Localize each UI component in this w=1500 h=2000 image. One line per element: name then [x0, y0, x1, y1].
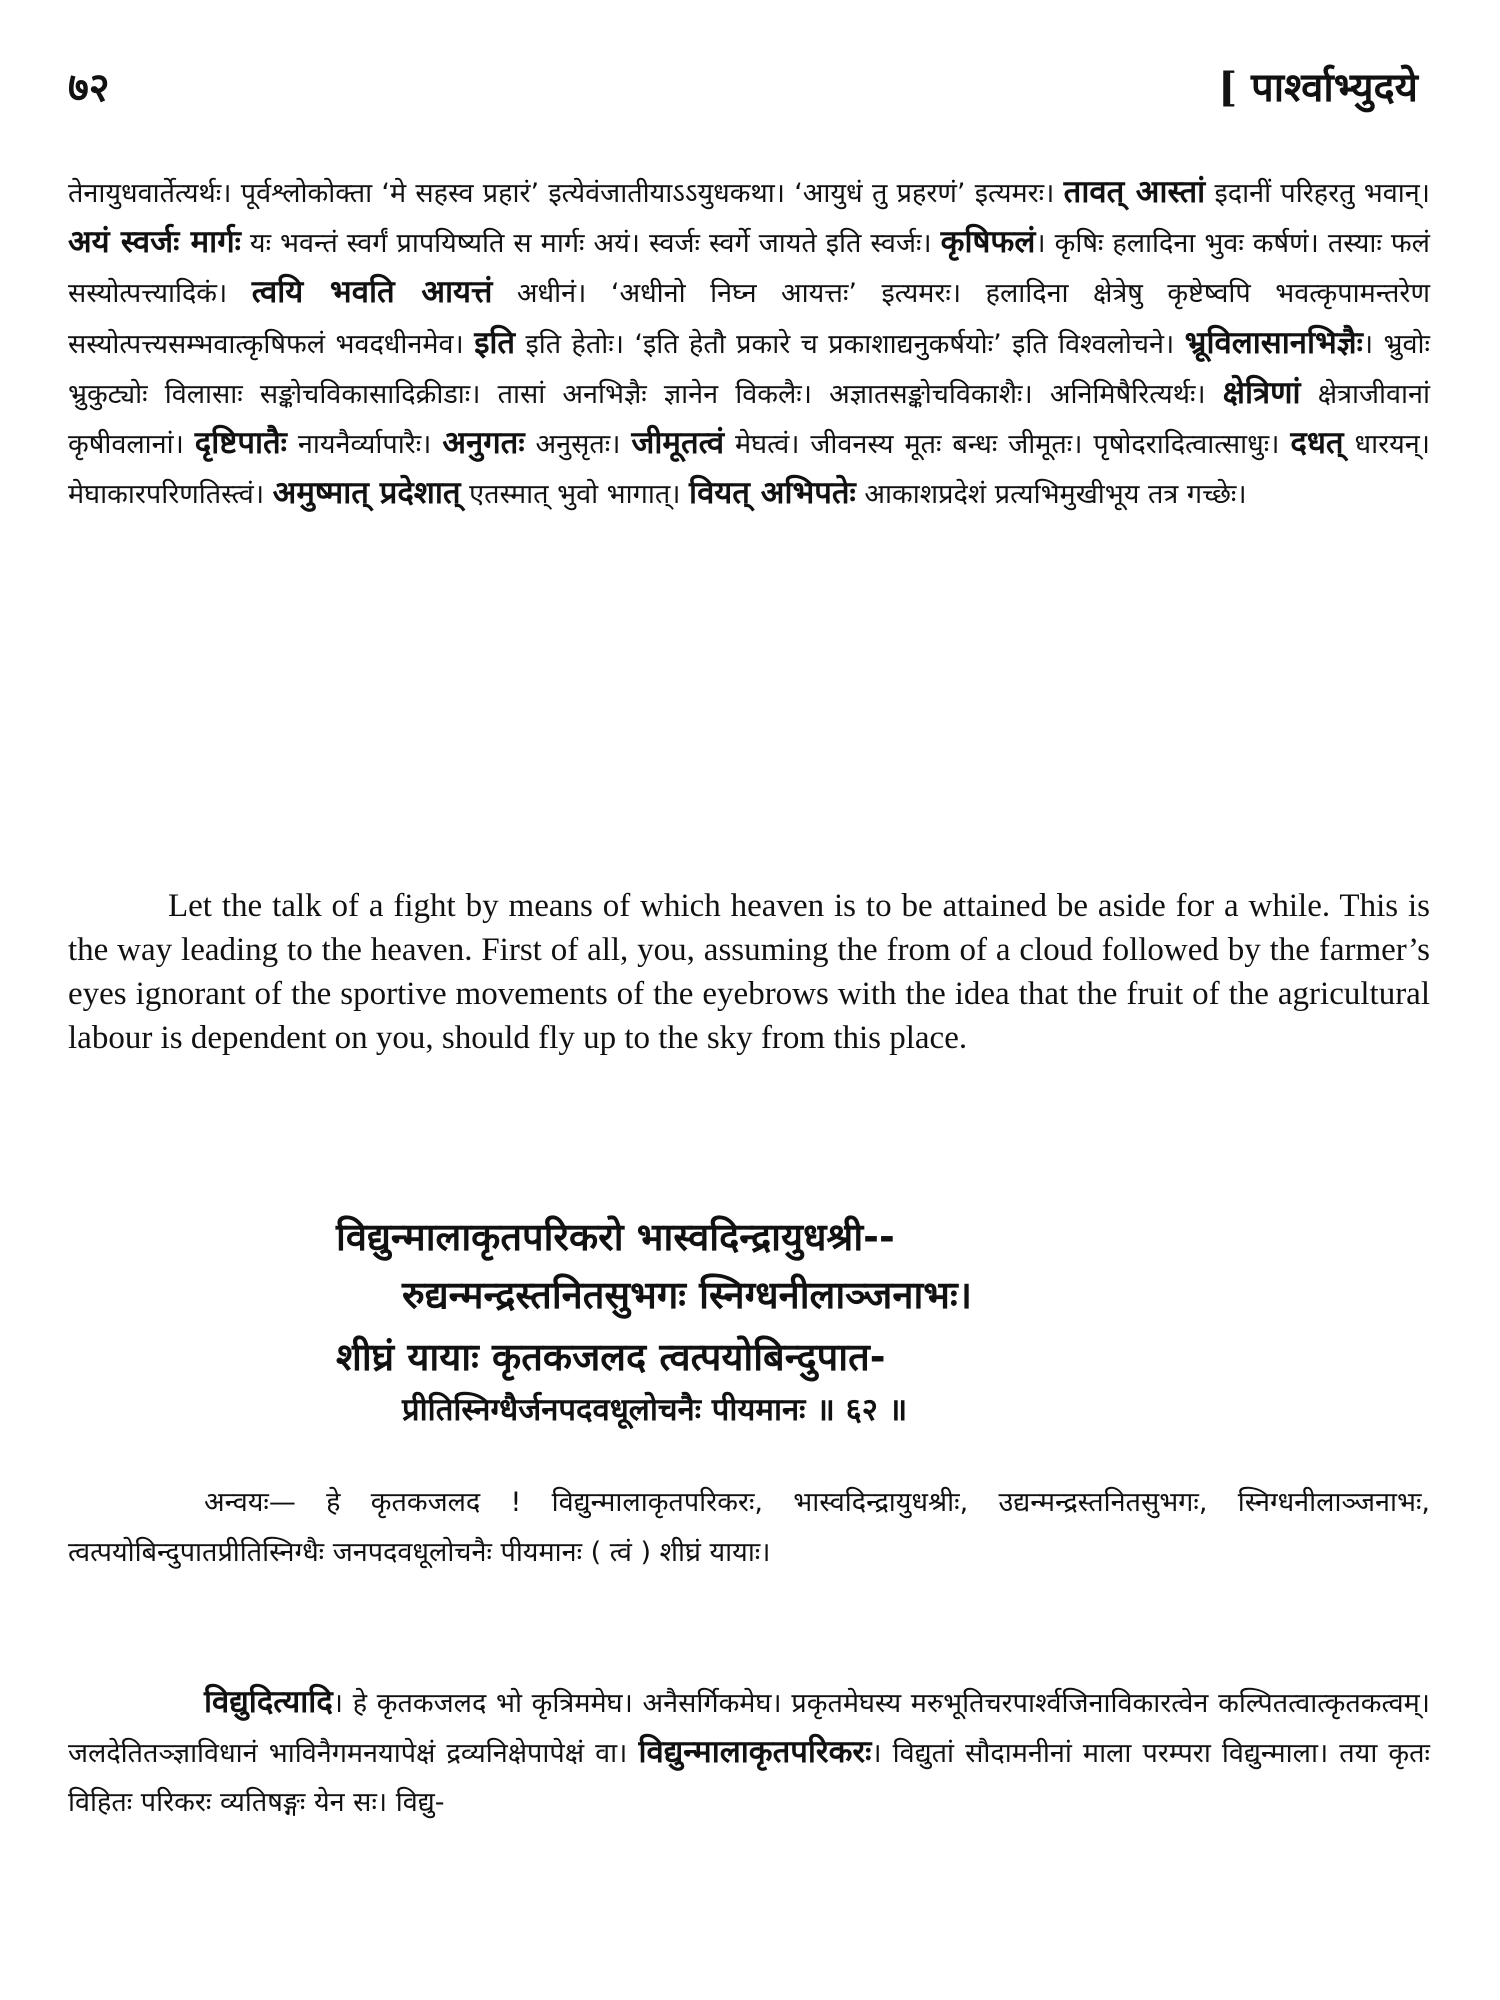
commentary-text: धारयन्। मेघाकारपरिणतिस्त्वं।	[68, 429, 1431, 511]
commentary-text: क्षेत्राजीवानां कृषीवलानां।	[68, 378, 1430, 461]
commentary-text: इदानीं परिहरतु भवान्।	[1205, 178, 1430, 209]
commentary-keyword: क्षेत्रिणां	[1222, 374, 1301, 411]
commentary-text: नायनैर्व्यापारैः।	[286, 429, 443, 461]
commentary-text: । भ्रुवोः भ्रुकुट्योः विलासाः सङ्कोचविकासादिक्रीडाः। तासां अनभिज्ञैः ज्ञानेन विकलैः। अज्ञातसङ्कोचविकाशैः। अनिमिषैरित्यर्थः।	[68, 328, 1430, 410]
commentary-text: अनुसृतः।	[524, 429, 632, 461]
commentary-text: तेनायुधवार्तेत्यर्थः। पूर्वश्लोकोक्ता ‘मे सहस्व प्रहारं’ इत्येवंजातीयाऽऽयुधकथा। ‘आयुधं तु प्रहरणं’ इत्यमरः।	[68, 178, 1064, 209]
commentary-text: आकाशप्रदेशं प्रत्यभिमुखीभूय तत्र गच्छेः।	[855, 479, 1247, 511]
page-number: ७२	[68, 64, 110, 111]
commentary-text: । कृषिः हलादिना भुवः कर्षणं। तस्याः फलं सस्योत्पत्त्यादिकं।	[68, 228, 1430, 310]
vyakhya-paragraph	[68, 1678, 1430, 1827]
commentary-keyword: अयं स्वर्जः मार्गः	[68, 224, 241, 261]
vyakhya-keyword: विद्युदित्यादि	[204, 1684, 333, 1720]
vyakhya-keyword: विद्युन्मालाकृतपरिकरः	[638, 1734, 872, 1770]
commentary-keyword: त्वयि भवति आयत्तं	[251, 274, 493, 311]
commentary-keyword: अनुगतः	[442, 425, 525, 462]
commentary-keyword: अमुष्मात् प्रदेशात्	[272, 475, 461, 512]
commentary-keyword: इति	[474, 324, 516, 361]
commentary-text: यः भवन्तं स्वर्गं प्रापयिष्यति स मार्गः अयं। स्वर्जः स्वर्गे जायते इति स्वर्जः।	[240, 228, 941, 260]
commentary-keyword: भ्रूविलासानभिज्ञैः	[1184, 324, 1363, 361]
english-translation: Let the talk of a fight by means of which heaven is to be attained be aside for a while. This is the way leading to the heaven. First of all, you, assuming the from of a cloud followed by the farmer’s eyes ignorant of the sportive movements of the eyebrows with the idea that the fruit of the agricultural labour is dependent on you, should fly up to the sky from this place.	[68, 888, 1430, 1056]
commentary-keyword: जीमूतत्वं	[631, 425, 725, 462]
verse-line-3: शीघ्रं यायाः कृतकजलद त्वत्पयोबिन्दुपात-	[336, 1335, 886, 1379]
commentary-keyword: दधत्	[1290, 425, 1344, 462]
verse-line-1: विद्युन्मालाकृतपरिकरो भास्वदिन्द्रायुधश्री--	[336, 1215, 895, 1259]
verse-line-2: रुद्यन्मन्द्रस्तनितसुभगः स्निग्धनीलाञ्जनाभः।	[402, 1273, 973, 1317]
commentary-keyword: वियत् अभिपतेः	[689, 475, 856, 512]
anvaya-paragraph: अन्वयः— हे कृतकजलद ! विद्युन्मालाकृतपरिकरः, भास्वदिन्द्रायुधश्रीः, उद्यन्मन्द्रस्तनितसुभगः, स्निग्धनीलाञ्जनाभः, त्वत्पयोबिन्दुपातप्रीतिस्निग्धैः जनपदवधूलोचनैः पीयमानः ( त्वं ) शीघ्रं यायाः।	[68, 1487, 1430, 1568]
commentary-keyword: दृष्टिपातैः	[194, 425, 287, 462]
commentary-keyword: तावत् आस्तां	[1063, 174, 1206, 210]
running-title: [ पार्श्वाभ्युदये	[1218, 64, 1418, 111]
vyakhya-text: । हे कृतकजलद भो कृत्रिममेघ। अनैसर्गिकमेघ। प्रकृतमेघस्य मरुभूतिचरपार्श्वजिनाविकारत्वेन कल्पितत्वात्कृतकत्वम्। जलदेतितञ्ज्ञाविधानं भाविनैगमनयापेक्षं द्रव्यनिक्षेपापेक्षं वा।	[68, 1688, 1430, 1769]
commentary-keyword: कृषिफलं	[940, 224, 1036, 261]
commentary-text: एतस्मात् भुवो भागात्।	[460, 479, 690, 511]
commentary-text: अधीनं। ‘अधीनो निघ्न आयत्तः’ इत्यमरः। हलादिना क्षेत्रेषु कृष्टेष्वपि भवत्कृपामन्तरेण सस्योत्पत्त्यसम्भवात्कृषिफलं भवदधीनमेव।	[68, 278, 1430, 360]
vyakhya-text: । विद्युतां सौदामनीनां माला परम्परा विद्युन्माला। तया कृतः विहितः परिकरः व्यतिषङ्गः येन सः। विद्यु-	[68, 1738, 1430, 1818]
sanskrit-commentary	[68, 168, 1430, 519]
verse-line-4: प्रीतिस्निग्धैर्जनपदवधूलोचनैः पीयमानः ॥ ६२ ॥	[402, 1392, 908, 1428]
commentary-text: मेघत्वं। जीवनस्य मूतः बन्धः जीमूतः। पृषोदरादित्वात्साधुः।	[724, 429, 1291, 461]
commentary-text: इति हेतोः। ‘इति हेतौ प्रकारे च प्रकाशाद्यनुकर्षयोः’ इति विश्वलोचने।	[515, 328, 1185, 360]
